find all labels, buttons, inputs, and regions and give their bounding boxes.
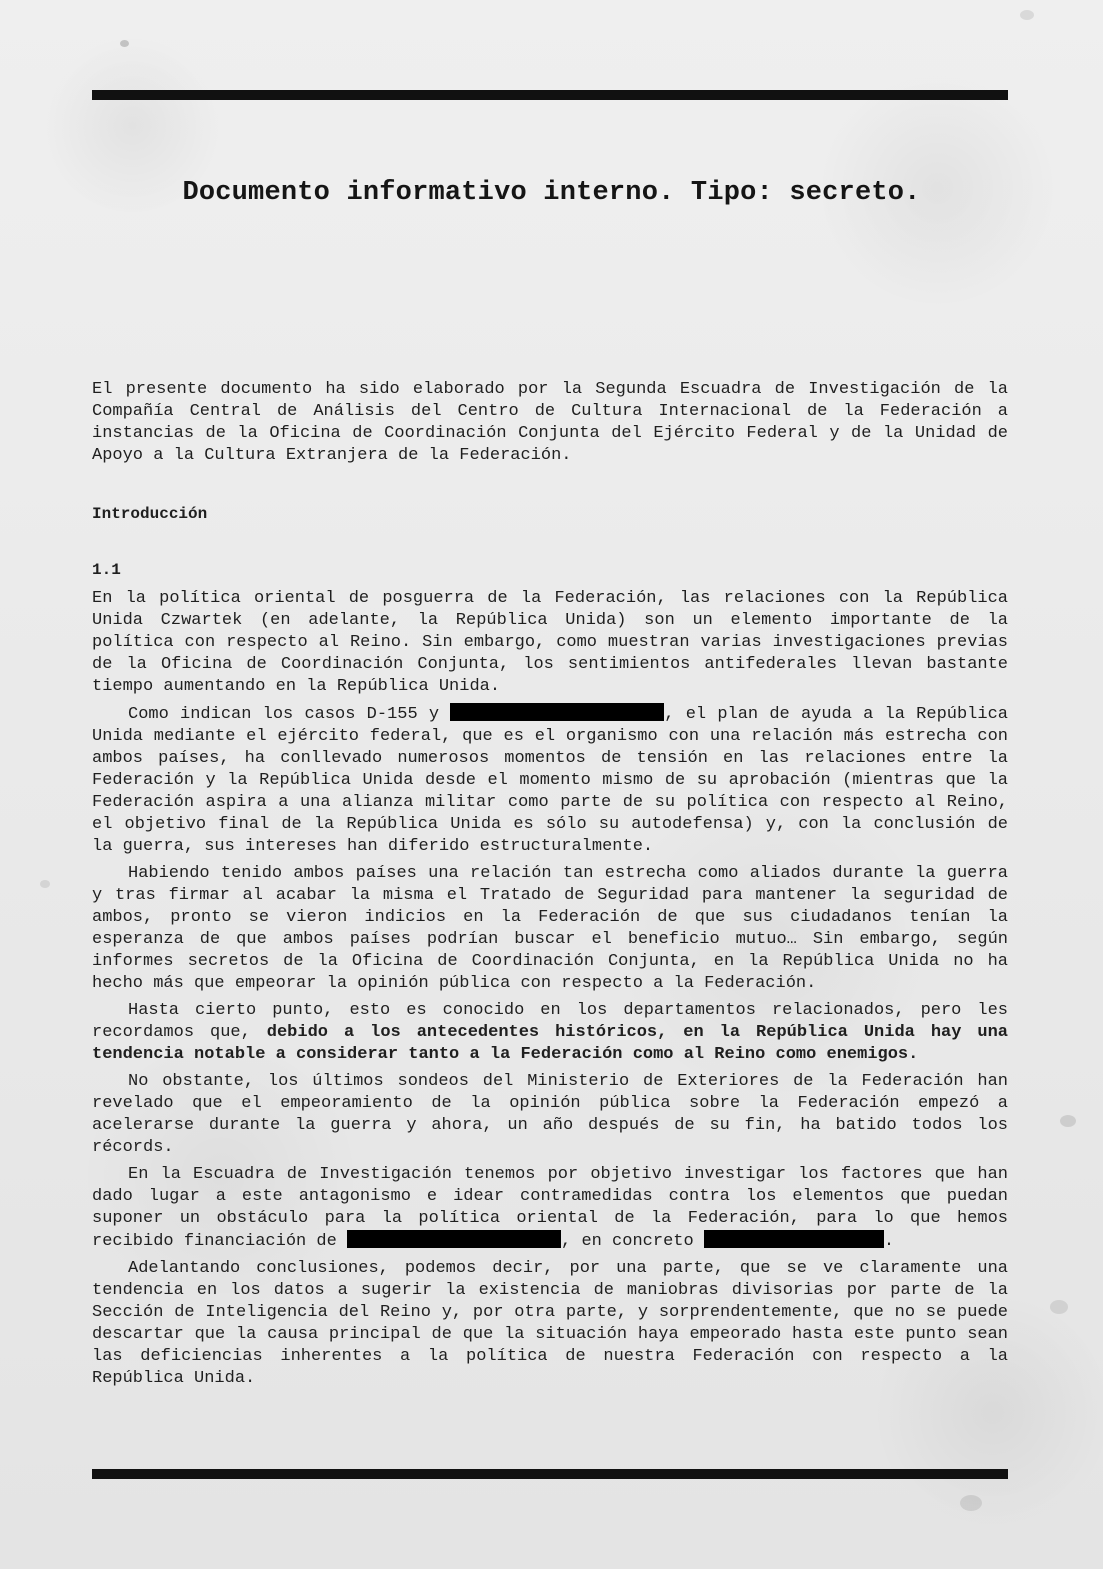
document-body [92, 588, 1008, 1395]
paragraph-4-emphasis: debido a los antecedentes históricos, en la República Unida hay una tendencia notable a considerar tanto a la Federación como al Reino como enemigos. [92, 1023, 1009, 1064]
paper-stain [1020, 10, 1034, 20]
paragraph-4-start: Hasta cierto punto, esto es conocido en los departamentos relacionados, pero les recordamos que, [92, 1001, 1008, 1042]
paragraph-7: Adelantando conclusiones, podemos decir, por una parte, que se ve claramente una tendencia en los datos a sugerir la existencia de maniobras divisorias por parte de la Sección de Inteligencia del Reino y, por otra parte, y sorprendentemente, que no se puede descartar que la causa principal de que la situación haya empeorado hasta este punto sean las deficiencias inherentes a la política de nuestra Federación con respecto a la República Unida. [92, 1259, 1008, 1388]
paragraph-6-end: . [883, 1232, 895, 1251]
intro-paragraph: El presente documento ha sido elaborado por la Segunda Escuadra de Investigación de la Compañía Central de Análisis del Centro de Cultura Internacional de la Federación a instancias de la Oficina de Coordinación Conjunta del Ejército Federal y de la Unidad de Apoyo a la Cultura Extranjera de la Federación. [92, 380, 1008, 465]
paragraph-6 [92, 1164, 1008, 1253]
section-heading: Introducción [92, 505, 208, 523]
paper-stain [1050, 1300, 1068, 1314]
paragraph-2 [92, 703, 1008, 858]
top-rule [92, 90, 1008, 100]
redaction-bar [347, 1230, 561, 1248]
paper-stain [120, 40, 129, 47]
document-title: Documento informativo interno. Tipo: secreto. [182, 178, 921, 208]
paragraph-4 [92, 1000, 1008, 1066]
paper-stain [1060, 1115, 1076, 1127]
paragraph-1: En la política oriental de posguerra de la Federación, las relaciones con la República Unida Czwartek (en adelante, la República Unida) son un elemento importante de la política con respecto al Reino. Sin embargo, como muestran varias investigaciones previas de la Oficina de Coordinación Conjunta, los sentimientos antifederales llevan bastante tiempo aumentando en la República Unida. [92, 589, 1008, 696]
paragraph-2-end: , el plan de ayuda a la República Unida mediante el ejército federal, que es el organismo con una relación más estrecha con ambos países, ha conllevado numerosos momentos de tensión en las relaciones entre la Federación y la República Unida desde el momento mismo de su aprobación (mientras que la Federación aspira a una alianza militar como parte de su política con respecto al Reino, el objetivo final de la República Unida es sólo su autodefensa) y, con la conclusión de la guerra, sus intereses han diferido estructuralmente. [92, 705, 1008, 856]
paper-stain [960, 1495, 982, 1511]
subsection-number: 1.1 [92, 561, 121, 579]
paragraph-3: Habiendo tenido ambos países una relación tan estrecha como aliados durante la guerra y tras firmar al acabar la misma el Tratado de Seguridad para mantener la seguridad de ambos, pronto se vieron indicios en la Federación de que sus ciudadanos tenían la esperanza de que ambos países podrían buscar el beneficio mutuo… Sin embargo, según informes secretos de la Oficina de Coordinación Conjunta, en la República Unida no ha hecho más que empeorar la opinión pública con respecto a la Federación. [92, 864, 1008, 993]
redaction-bar [450, 703, 664, 721]
paper-stain [40, 880, 50, 888]
bottom-rule [92, 1469, 1008, 1479]
redaction-bar [704, 1230, 884, 1248]
paragraph-6-start: En la Escuadra de Investigación tenemos por objetivo investigar los factores que han dado lugar a este antagonismo e idear contramedidas contra los elementos que puedan suponer un obstáculo para la política oriental de la Federación, para lo que hemos recibido financiación de [92, 1165, 1008, 1251]
paragraph-6-middle: , en concreto [561, 1232, 704, 1251]
paragraph-5: No obstante, los últimos sondeos del Ministerio de Exteriores de la Federación han revelado que el empeoramiento de la opinión pública sobre la Federación empezó a acelerarse durante la guerra y ahora, un año después de su fin, ha batido todos los récords. [92, 1072, 1008, 1157]
paragraph-2-start: Como indican los casos D-155 y [128, 705, 451, 724]
